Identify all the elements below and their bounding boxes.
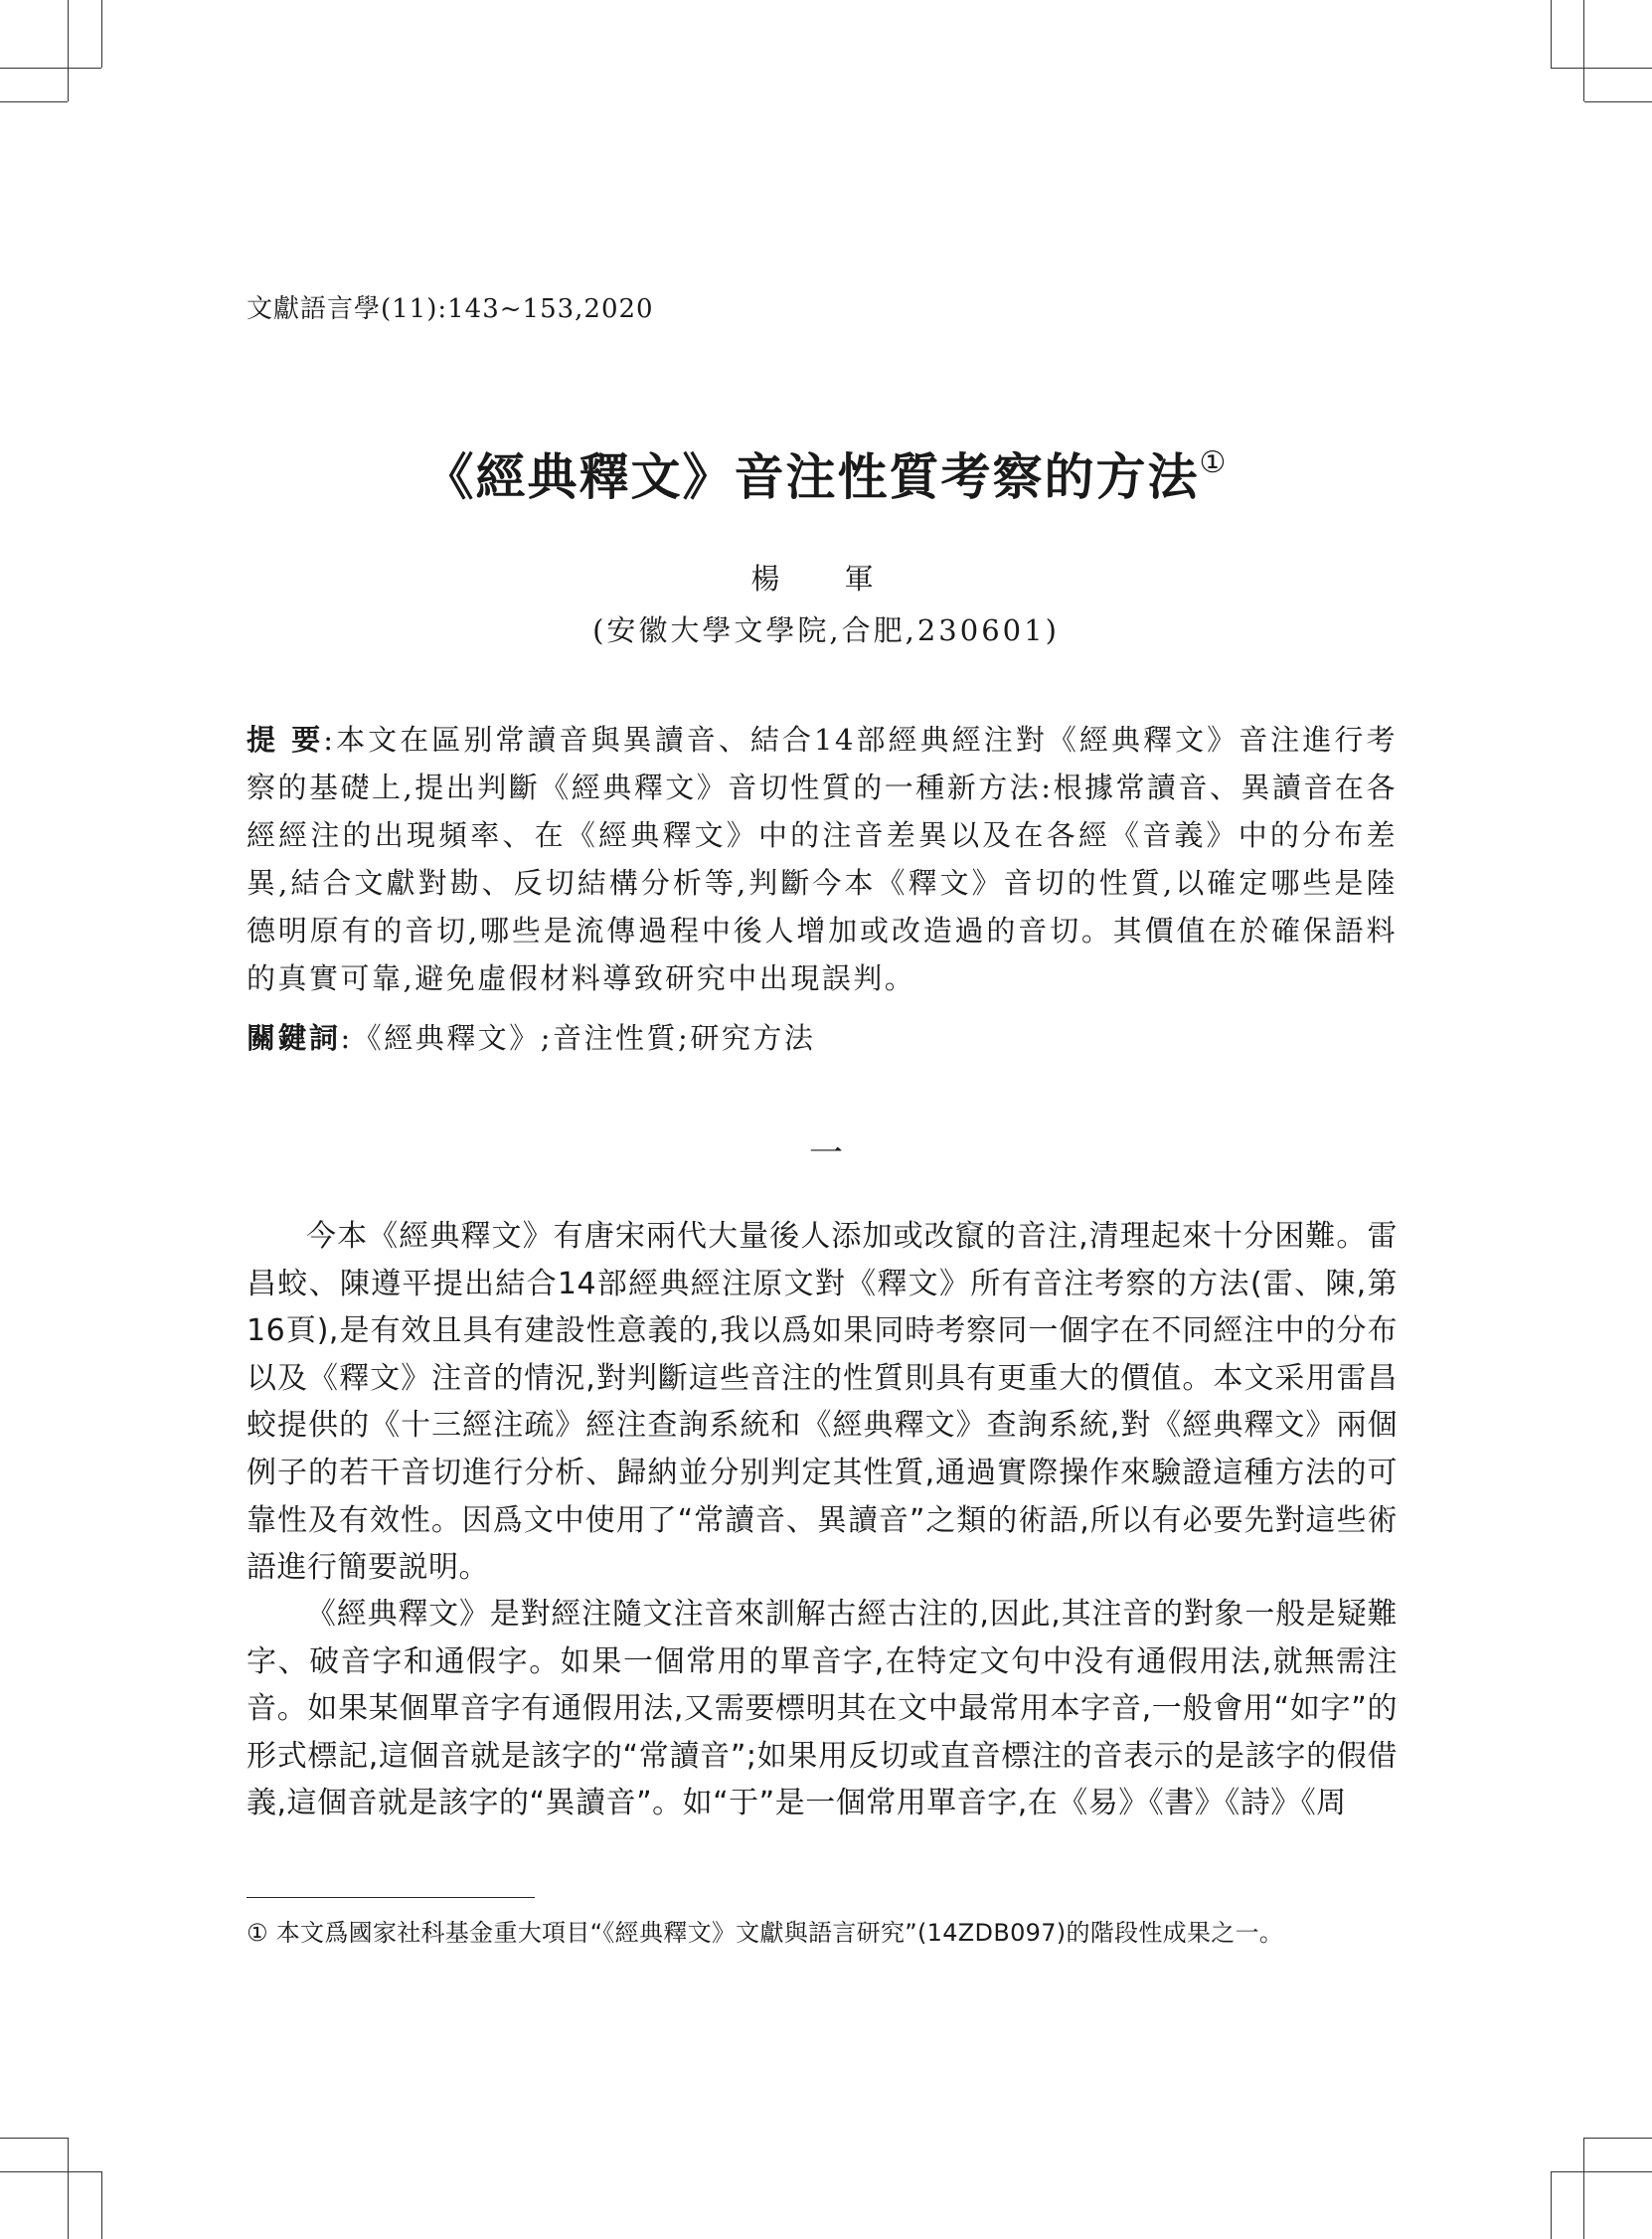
abstract-label: 提 要 <box>247 723 324 757</box>
keywords <box>247 1014 1398 1062</box>
crop-mark <box>1584 2138 1652 2139</box>
crop-mark <box>0 101 68 102</box>
abstract-text: :本文在區别常讀音與異讀音、結合14部經典經注對《經典釋文》音注進行考察的基礎上,提出判斷《經典釋文》音切性質的一種新方法:根據常讀音、異讀音在各經經注的出現頻率、在《經典釋文》中的注音差異以及在各經《音義》中的分布差異,結合文獻對勘、反切結構分析等,判斷今本《釋文》音切的性質,以確定哪些是陸德明原有的音切,哪些是流傳過程中後人增加或改造過的音切。其價值在於確保語料的真實可靠,避免虛假材料導致研究中出現誤判。 <box>247 723 1398 995</box>
crop-mark <box>0 2171 101 2172</box>
title-text: 《經典釋文》音注性質考察的方法 <box>423 447 1200 506</box>
crop-mark <box>68 0 69 101</box>
author-affiliation: (安徽大學文學院,合肥,230601) <box>592 613 1060 647</box>
crop-mark <box>1551 68 1652 69</box>
crop-mark <box>0 68 101 69</box>
keywords-label: 關鍵詞 <box>247 1021 341 1055</box>
crop-mark <box>1583 2138 1584 2239</box>
crop-mark <box>1583 0 1584 101</box>
crop-mark <box>1551 0 1552 68</box>
crop-mark <box>0 2138 68 2139</box>
section-heading: 一 <box>809 1133 843 1173</box>
footnote-divider <box>247 1897 535 1898</box>
author-name: 楊 軍 <box>750 562 902 596</box>
crop-mark <box>1584 101 1652 102</box>
body-paragraph: 今本《經典釋文》有唐宋兩代大量後人添加或改竄的音注,清理起來十分困難。雷昌蛟、陳遵平提出結合14部經典經注原文對《釋文》所有音注考察的方法(雷、陳,第16頁),是有效且具有建設性意義的,我以爲如果同時考察同一個字在不同經注中的分布以及《釋文》注音的情況,對判斷這些音注的性質則具有更重大的價值。本文采用雷昌蛟提供的《十三經注疏》經注查詢系統和《經典釋文》查詢系統,對《經典釋文》兩個例子的若干音切進行分析、歸納並分别判定其性質,通過實際操作來驗證這種方法的可靠性及有效性。因爲文中使用了“常讀音、異讀音”之類的術語,所以有必要先對這些術語進行簡要説明。 <box>247 1219 1398 1586</box>
title-footnote-marker[interactable]: ① <box>1199 445 1229 480</box>
crop-mark <box>101 2171 102 2239</box>
body-paragraph: 《經典釋文》是對經注隨文注音來訓解古經古注的,因此,其注音的對象一般是疑難字、破音字和通假字。如果一個常用的單音字,在特定文句中没有通假用法,就無需注音。如果某個單音字有通假用法,又需要標明其在文中最常用本字音,一般會用“如字”的形式標記,這個音就是該字的“常讀音”;如果用反切或直音標注的音表示的是該字的假借義,這個音就是該字的“異讀音”。如“于”是一個常用單音字,在《易》《書》《詩》《周 <box>247 1597 1398 1821</box>
keywords-text: :《經典釋文》;音注性質;研究方法 <box>340 1021 816 1055</box>
article-title <box>0 437 1652 509</box>
crop-mark <box>68 2138 69 2239</box>
footnote: ① 本文爲國家社科基金重大項目“《經典釋文》文獻與語言研究”(14ZDB097)的階段性成果之一。 <box>247 1919 1284 1947</box>
crop-mark <box>1551 2171 1652 2172</box>
crop-mark <box>101 0 102 68</box>
abstract <box>247 716 1398 1002</box>
crop-mark <box>1551 2171 1552 2239</box>
journal-header: 文獻語言學(11):143~153,2020 <box>247 294 654 324</box>
